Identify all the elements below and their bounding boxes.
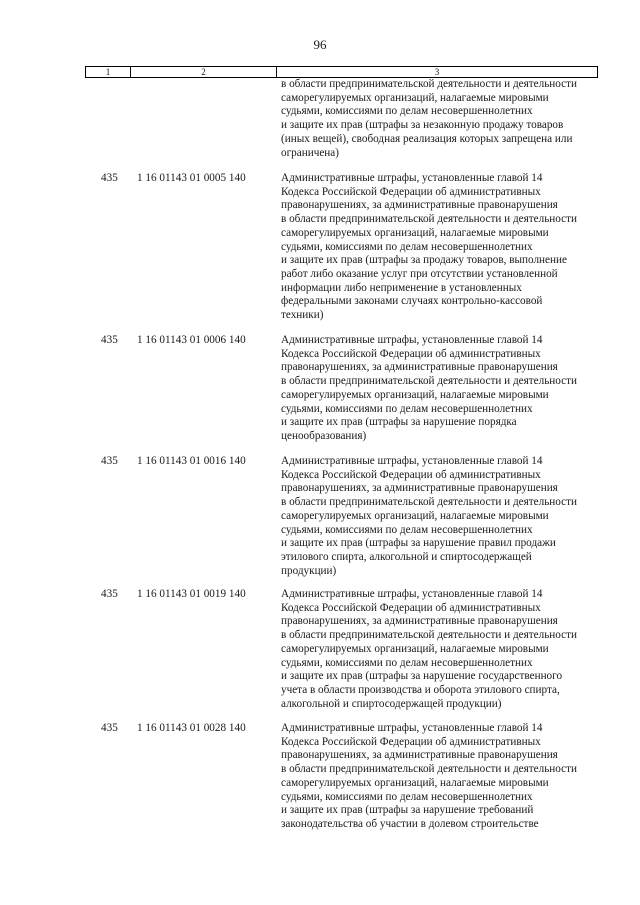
kbk-code: 1 16 01143 01 0005 140 (137, 172, 246, 184)
description-line: саморегулируемых организаций, налагаемые мировыми (281, 388, 549, 401)
entry-description (281, 78, 599, 160)
admin-code: 435 (101, 455, 118, 467)
description-line: Кодекса Российской Федерации об административных (281, 347, 541, 360)
entry-description (281, 334, 599, 444)
description-line: в области предпринимательской деятельности и деятельности (281, 213, 578, 226)
description-line: и защите их прав (штрафы за нарушение правил продажи (281, 537, 556, 550)
table-header (85, 66, 598, 78)
description-line: Кодекса Российской Федерации об административных (281, 735, 541, 748)
admin-code: 435 (101, 588, 118, 600)
description-line: в области предпринимательской деятельности и деятельности (281, 375, 578, 388)
description-line: Кодекса Российской Федерации об административных (281, 468, 541, 481)
description-line: Административные штрафы, установленные главой 14 (281, 455, 543, 467)
kbk-code: 1 16 01143 01 0028 140 (137, 722, 246, 734)
description-line: этилового спирта, алкогольной и спиртосодержащей (281, 550, 532, 563)
description-line: в области предпринимательской деятельности и деятельности (281, 763, 578, 776)
description-line: и защите их прав (штрафы за незаконную продажу товаров (281, 119, 564, 132)
description-line: в области предпринимательской деятельности и деятельности (281, 496, 578, 509)
description-line: законодательства об участии в долевом строительстве (281, 817, 539, 830)
description-line: информации либо неприменение в установленных (281, 281, 522, 294)
description-line: судьями, комиссиями по делам несовершеннолетних (281, 790, 533, 803)
description-line: судьями, комиссиями по делам несовершеннолетних (281, 656, 533, 669)
entry-description (281, 172, 599, 323)
description-line: саморегулируемых организаций, налагаемые мировыми (281, 226, 549, 239)
admin-code: 435 (101, 722, 118, 734)
description-line: федеральными законами случаях контрольно-кассовой (281, 295, 543, 308)
description-line: Административные штрафы, установленные главой 14 (281, 334, 543, 346)
entry-description (281, 455, 599, 578)
description-line: правонарушениях, за административные правонарушения (281, 199, 558, 212)
description-line: Административные штрафы, установленные главой 14 (281, 588, 543, 600)
description-line: в области предпринимательской деятельности и деятельности (281, 629, 578, 642)
kbk-code: 1 16 01143 01 0016 140 (137, 455, 246, 467)
description-line: судьями, комиссиями по делам несовершеннолетних (281, 523, 533, 536)
description-line: правонарушениях, за административные правонарушения (281, 615, 558, 628)
description-line: правонарушениях, за административные правонарушения (281, 361, 558, 374)
description-line: алкогольной и спиртосодержащей продукции) (281, 697, 502, 710)
description-line: и защите их прав (штрафы за нарушение порядка (281, 416, 517, 429)
header-col-3: 3 (434, 67, 440, 77)
description-line: саморегулируемых организаций, налагаемые мировыми (281, 776, 549, 789)
description-line: Кодекса Российской Федерации об административных (281, 601, 541, 614)
header-col-1: 1 (86, 67, 131, 77)
description-line: саморегулируемых организаций, налагаемые мировыми (281, 91, 549, 104)
description-line: саморегулируемых организаций, налагаемые мировыми (281, 642, 549, 655)
description-line: учета в области производства и оборота этилового спирта, (281, 683, 560, 696)
entry-description (281, 588, 599, 711)
description-line: в области предпринимательской деятельности и деятельности (281, 78, 578, 90)
description-line: судьями, комиссиями по делам несовершеннолетних (281, 240, 533, 253)
description-line: ценообразования) (281, 429, 367, 442)
description-line: и защите их прав (штрафы за нарушение требований (281, 804, 534, 817)
header-col-2: 2 (131, 67, 277, 77)
description-line: Кодекса Российской Федерации об административных (281, 185, 541, 198)
description-line: правонарушениях, за административные правонарушения (281, 749, 558, 762)
description-line: техники) (281, 309, 324, 322)
admin-code: 435 (101, 334, 118, 346)
kbk-code: 1 16 01143 01 0019 140 (137, 588, 246, 600)
description-line: Административные штрафы, установленные главой 14 (281, 722, 543, 734)
description-line: судьями, комиссиями по делам несовершеннолетних (281, 402, 533, 415)
description-line: и защите их прав (штрафы за нарушение государственного (281, 670, 563, 683)
description-line: и защите их прав (штрафы за продажу товаров, выполнение (281, 254, 567, 267)
description-line: саморегулируемых организаций, налагаемые мировыми (281, 509, 549, 522)
kbk-code: 1 16 01143 01 0006 140 (137, 334, 246, 346)
description-line: продукции) (281, 564, 337, 577)
description-line: работ либо оказание услуг при отсутствии установленной (281, 267, 558, 280)
description-line: ограничена) (281, 146, 339, 159)
description-line: Административные штрафы, установленные главой 14 (281, 172, 543, 184)
page-number: 96 (313, 37, 327, 52)
description-line: правонарушениях, за административные правонарушения (281, 482, 558, 495)
description-line: судьями, комиссиями по делам несовершеннолетних (281, 105, 533, 118)
description-line: (иных вещей), свободная реализация которых запрещена или (281, 132, 573, 145)
entry-description (281, 722, 599, 832)
admin-code: 435 (101, 172, 118, 184)
